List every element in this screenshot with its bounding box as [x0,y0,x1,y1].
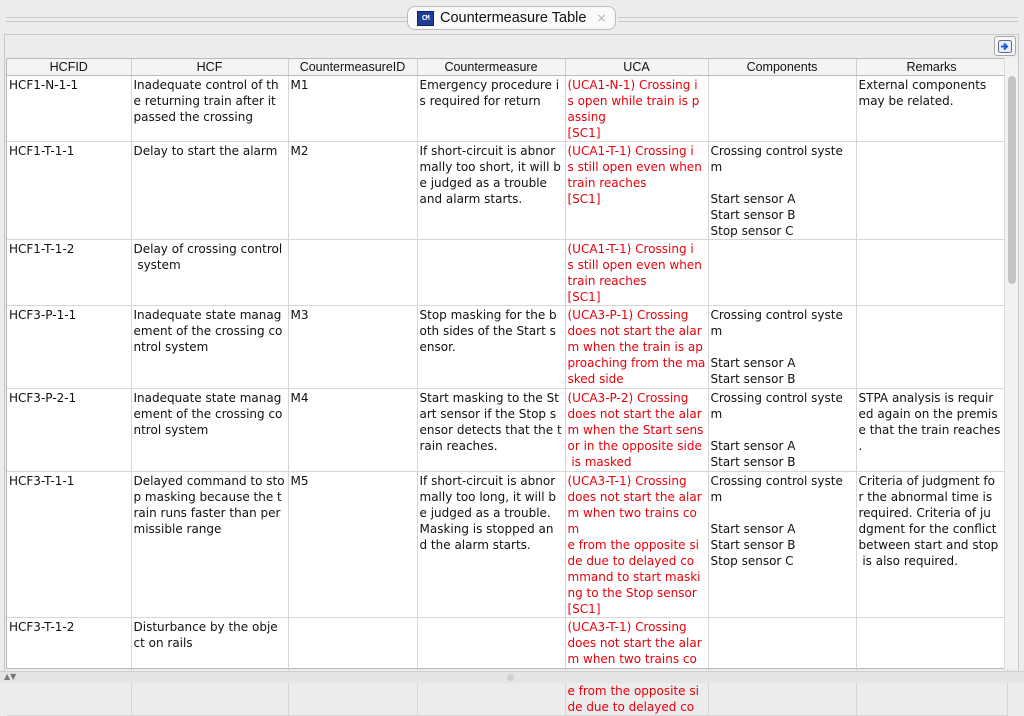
table-row[interactable] [7,142,1007,240]
cell-countermeasure-id[interactable]: M4 [288,389,417,472]
cell-countermeasure-id[interactable]: M2 [288,142,417,240]
column-header-uca[interactable]: UCA [565,59,708,76]
vertical-scrollbar[interactable] [1004,58,1018,669]
tab-countermeasure-table[interactable] [407,6,616,30]
column-header-countermeasureid[interactable]: CountermeasureID [288,59,417,76]
tab-bar-divider-right [618,17,1018,22]
table-row[interactable] [7,472,1007,618]
cell-hcfid[interactable]: HCF3-P-1-1 [7,306,131,389]
table-row[interactable] [7,618,1007,716]
column-header-components[interactable]: Components [708,59,856,76]
cell-components[interactable]: Crossing control system Start sensor A Start sensor B [708,306,856,389]
cell-hcf[interactable]: Inadequate state manag ement of the crossing co ntrol system [131,306,288,389]
cell-uca[interactable]: (UCA1-T-1) Crossing i s still open even when train reaches [SC1] [565,240,708,306]
cell-uca[interactable]: (UCA1-N-1) Crossing i s open while train is p assing [SC1] [565,76,708,142]
export-arrow-icon [998,40,1012,53]
cell-components[interactable]: Crossing control system Start sensor A Start sensor B Stop sensor C [708,142,856,240]
cell-remarks[interactable]: External components may be related. [856,76,1007,142]
cell-components[interactable] [708,76,856,142]
cell-hcf[interactable]: Delay to start the alarm [131,142,288,240]
close-icon[interactable]: × [596,11,607,25]
cell-components[interactable]: Crossing control system Start sensor A Start sensor B [708,389,856,472]
export-button[interactable] [994,36,1016,56]
countermeasure-panel [4,34,1019,714]
cell-remarks[interactable] [856,240,1007,306]
cell-hcf[interactable]: Inadequate state manag ement of the crossing co ntrol system [131,389,288,472]
cell-countermeasure-id[interactable] [288,618,417,716]
column-header-countermeasure[interactable]: Countermeasure [417,59,565,76]
cell-countermeasure[interactable]: If short-circuit is abnor mally too long, it will b e judged as a trouble. Masking is stopped an d the alarm starts. [417,472,565,618]
table-header-row [7,59,1007,76]
column-header-hcf[interactable]: HCF [131,59,288,76]
cell-hcf[interactable]: Disturbance by the obje ct on rails [131,618,288,716]
cell-uca[interactable]: (UCA1-T-1) Crossing i s still open even when train reaches [SC1] [565,142,708,240]
cell-components[interactable] [708,240,856,306]
cell-countermeasure[interactable]: If short-circuit is abnor mally too short, it will b e judged as a trouble and alarm starts. [417,142,565,240]
cell-hcfid[interactable]: HCF1-N-1-1 [7,76,131,142]
cell-countermeasure[interactable] [417,618,565,716]
cell-countermeasure[interactable]: Stop masking for the b oth sides of the Start s ensor. [417,306,565,389]
scroll-arrows-icon[interactable]: ▲▼ [4,672,17,681]
cell-uca[interactable]: (UCA3-T-1) Crossing does not start the alar m when two trains com e from the opposite si de due to delayed co mmand to start maski ng to the Stop sensor [SC1] [565,472,708,618]
cell-components[interactable] [708,618,856,716]
table-row[interactable] [7,306,1007,389]
tab-title: Countermeasure Table [440,10,587,26]
cell-hcf[interactable]: Delay of crossing control system [131,240,288,306]
cell-hcfid[interactable]: HCF1-T-1-2 [7,240,131,306]
cell-countermeasure[interactable]: Emergency procedure i s required for return [417,76,565,142]
cell-hcfid[interactable]: HCF3-T-1-1 [7,472,131,618]
cell-remarks[interactable]: Criteria of judgment fo r the abnormal time is required. Criteria of ju dgment for the conflict between start and stop is also required. [856,472,1007,618]
table-row[interactable] [7,240,1007,306]
status-bar [0,671,1024,683]
cell-uca[interactable]: (UCA3-P-2) Crossing does not start the alar m when the Start sens or in the opposite side is masked [565,389,708,472]
tab-bar [0,0,1024,34]
cell-hcfid[interactable]: HCF3-P-2-1 [7,389,131,472]
cell-remarks[interactable]: STPA analysis is requir ed again on the premis e that the train reaches . [856,389,1007,472]
countermeasure-table [6,58,1007,714]
table-row[interactable] [7,389,1007,472]
cell-hcfid[interactable]: HCF1-T-1-1 [7,142,131,240]
cell-countermeasure[interactable]: Start masking to the St art sensor if the Stop s ensor detects that the t rain reaches. [417,389,565,472]
cell-components[interactable]: Crossing control system Start sensor A Start sensor B Stop sensor C [708,472,856,618]
cell-remarks[interactable] [856,306,1007,389]
countermeasure-table-icon: CM [417,11,434,26]
cell-hcfid[interactable]: HCF3-T-1-2 [7,618,131,716]
scrollbar-thumb[interactable] [1008,76,1016,284]
column-header-remarks[interactable]: Remarks [856,59,1007,76]
cell-countermeasure[interactable] [417,240,565,306]
tab-bar-divider-left [6,17,408,22]
cell-hcf[interactable]: Inadequate control of th e returning train after it passed the crossing [131,76,288,142]
cell-remarks[interactable] [856,142,1007,240]
table-row[interactable] [7,76,1007,142]
cell-remarks[interactable] [856,618,1007,716]
resize-grip[interactable] [507,674,514,681]
cell-uca[interactable]: (UCA3-P-1) Crossing does not start the alar m when the train is ap proaching from the ma sked side [565,306,708,389]
cell-countermeasure-id[interactable]: M5 [288,472,417,618]
cell-countermeasure-id[interactable] [288,240,417,306]
column-header-hcfid[interactable]: HCFID [7,59,131,76]
cell-countermeasure-id[interactable]: M1 [288,76,417,142]
cell-hcf[interactable]: Delayed command to sto p masking because the t rain runs faster than per missible range [131,472,288,618]
cell-uca[interactable]: (UCA3-T-1) Crossing does not start the alar m when two trains co e from the opposite si de due to delayed co [565,618,708,716]
cell-countermeasure-id[interactable]: M3 [288,306,417,389]
